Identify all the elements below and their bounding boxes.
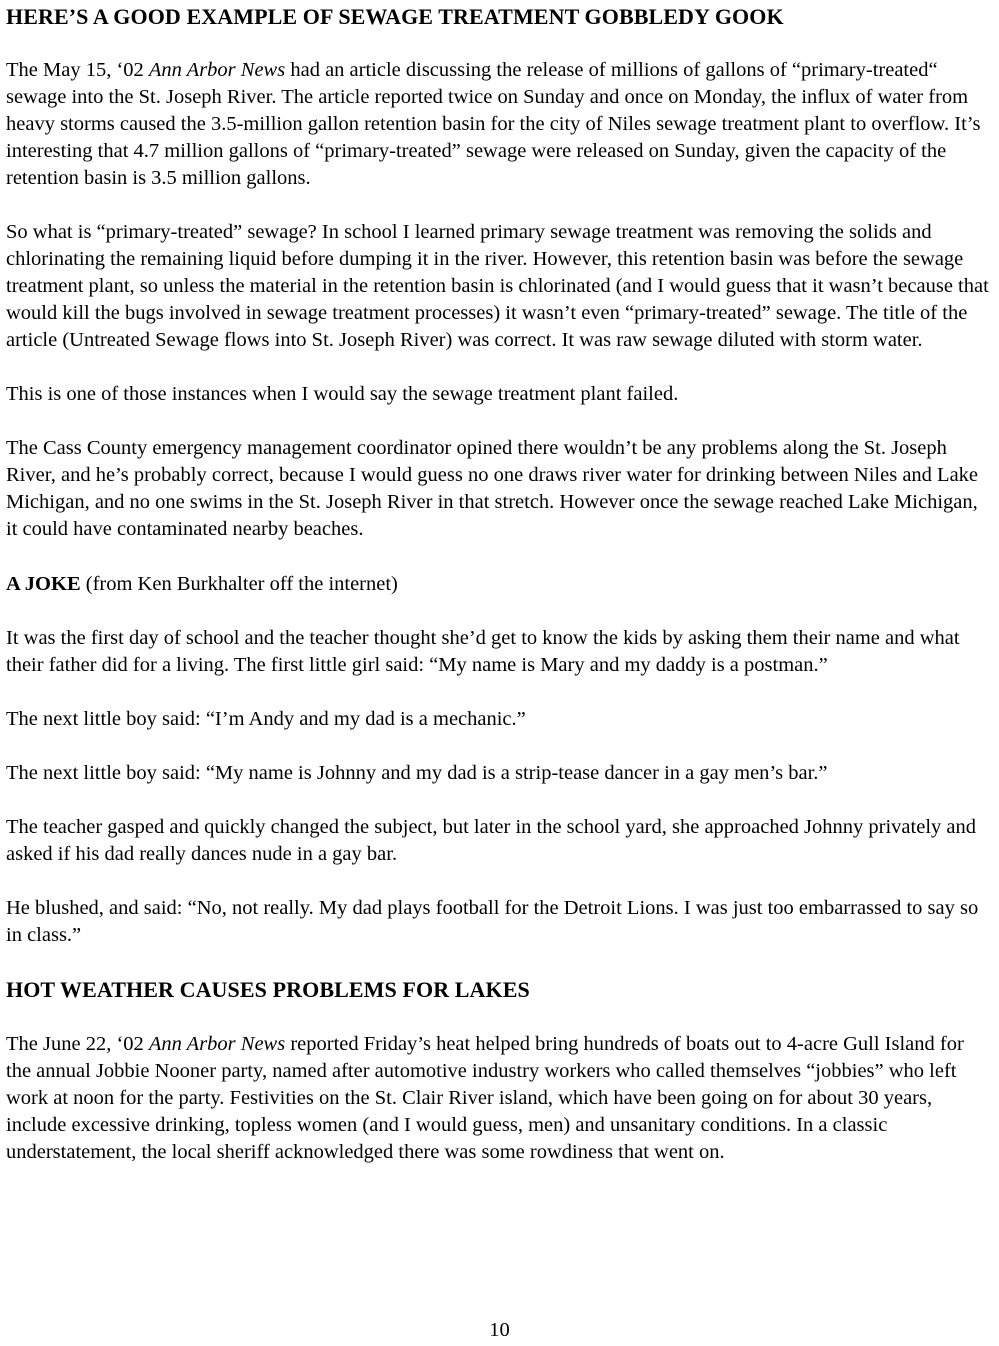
text-run: reported Friday’s heat helped bring hundreds of boats out to 4-acre Gull Island for the annual Jobbie Nooner party, named after automotive industry workers who called themselves “jobbies” who left work at noon for the party. Festivities on the St. Clair River island, which have been going on for about 30 years, include excessive drinking, topless women (and I would guess, men) and unsanitary conditions. In a classic understatement, the local sheriff acknowledged there was some rowdiness that went on. [6,1033,964,1163]
paragraph: The Cass County emergency management coordinator opined there wouldn’t be any problems along the St. Joseph River, and he’s probably correct, because I would guess no one draws river water for drinking between Niles and Lake Michigan, and no one swims in the St. Joseph River in that stretch. However once the sewage reached Lake Michigan, it could have contaminated nearby beaches. [6,437,979,540]
section-heading-sewage: HERE’S A GOOD EXAMPLE OF SEWAGE TREATMENT GOBBLEDY GOOK [6,4,784,29]
joke-title: A JOKE [6,573,81,595]
page-number: 10 [489,1319,510,1341]
paragraph: It was the first day of school and the teacher thought she’d get to know the kids by asking them their name and what their father did for a living. The first little girl said: “My name is Mary and my daddy is a postman.” [6,627,960,676]
joke-heading-line [6,571,990,598]
joke-source: (from Ken Burkhalter off the internet) [80,573,398,595]
section-heading-lakes: HOT WEATHER CAUSES PROBLEMS FOR LAKES [6,977,530,1002]
paragraph [6,1031,990,1166]
paragraph: So what is “primary-treated” sewage? In school I learned primary sewage treatment was removing the solids and chlorinating the remaining liquid before dumping it in the river. However, this retention basin was before the sewage treatment plant, so unless the material in the retention basin is chlorinated (and I would guess that it wasn’t because that would kill the bugs involved in sewage treatment processes) it wasn’t even “primary-treated” sewage. The title of the article (Untreated Sewage flows into St. Joseph River) was correct. It was raw sewage diluted with storm water. [6,221,989,351]
paragraph: The next little boy said: “My name is Johnny and my dad is a strip-tease dancer in a gay men’s bar.” [6,762,828,784]
text-run: had an article discussing the release of millions of gallons of “primary-treated“ sewage into the St. Joseph River. The article reported twice on Sunday and once on Monday, the influx of water from heavy storms caused the 3.5-million gallon retention basin for the city of Niles sewage treatment plant to overflow. It’s interesting that 4.7 million gallons of “primary-treated” sewage were released on Sunday, given the capacity of the retention basin is 3.5 million gallons. [6,59,981,189]
document-page [6,0,990,1166]
paragraph: This is one of those instances when I would say the sewage treatment plant failed. [6,383,679,405]
text-run: The May 15, ‘02 [6,59,149,81]
paragraph: The next little boy said: “I’m Andy and my dad is a mechanic.” [6,708,526,730]
publication-name: Ann Arbor News [148,1033,286,1055]
publication-name: Ann Arbor News [148,59,286,81]
paragraph: The teacher gasped and quickly changed the subject, but later in the school yard, she approached Johnny privately and asked if his dad really dances nude in a gay bar. [6,816,976,865]
paragraph: He blushed, and said: “No, not really. My dad plays football for the Detroit Lions. I was just too embarrassed to say so in class.” [6,897,979,946]
text-run: The June 22, ‘02 [6,1033,149,1055]
paragraph [6,57,990,192]
